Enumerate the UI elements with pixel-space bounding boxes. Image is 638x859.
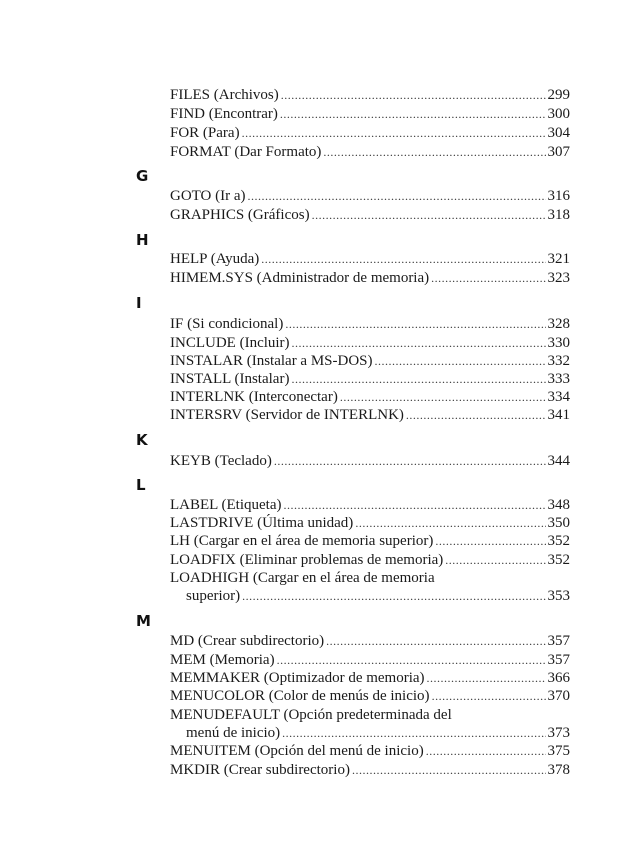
entry-page: 307: [547, 144, 570, 160]
dot-leader: [352, 761, 546, 779]
entry-page: 321: [547, 251, 570, 267]
dot-leader: [282, 724, 545, 742]
toc-entry: [170, 406, 570, 424]
toc-entry: [170, 388, 570, 406]
toc-entry: [170, 187, 570, 205]
entry-title: MENUCOLOR (Color de menús de inicio): [170, 688, 430, 704]
dot-leader: [323, 143, 545, 161]
dot-leader: [340, 388, 546, 406]
entry-page: 328: [547, 316, 570, 332]
entry-page: 373: [547, 725, 570, 741]
toc-entry: [170, 669, 570, 687]
toc-entry: [170, 315, 570, 333]
toc-entry: [170, 334, 570, 352]
entry-title: menú de inicio): [186, 725, 281, 741]
toc-entry: [170, 687, 570, 705]
entry-page: 366: [547, 670, 570, 686]
entry-page: 344: [547, 453, 570, 469]
section-letter-k: K: [136, 431, 148, 449]
entry-page: 357: [547, 633, 570, 649]
entry-title: LABEL (Etiqueta): [170, 497, 282, 513]
entry-page: 323: [547, 270, 570, 286]
entry-page: 316: [547, 188, 570, 204]
entry-title: FOR (Para): [170, 125, 240, 141]
toc-entry: [170, 370, 570, 388]
entry-title: FILES (Archivos): [170, 87, 279, 103]
toc-entry: [170, 761, 570, 779]
entry-page: 341: [547, 407, 570, 423]
entry-page: 352: [547, 552, 570, 568]
entry-page: 350: [547, 515, 570, 531]
dot-leader: [281, 86, 546, 104]
entry-title: KEYB (Teclado): [170, 453, 272, 469]
entry-title: LASTDRIVE (Última unidad): [170, 515, 354, 531]
toc-entry: [170, 105, 570, 123]
entry-title: INSTALL (Instalar): [170, 371, 290, 387]
toc-entry: [170, 143, 570, 161]
toc-entry: [170, 124, 570, 142]
dot-leader: [242, 587, 545, 605]
dot-leader: [427, 669, 546, 687]
dot-leader: [291, 370, 545, 388]
entry-page: 334: [547, 389, 570, 405]
toc-entry: [170, 742, 570, 760]
entry-page: 375: [547, 743, 570, 759]
entry-page: 300: [547, 106, 570, 122]
entry-page: 352: [547, 533, 570, 549]
dot-leader: [375, 352, 546, 370]
entry-title: MENUITEM (Opción del menú de inicio): [170, 743, 424, 759]
dot-leader: [432, 687, 546, 705]
dot-leader: [312, 206, 546, 224]
entry-title: FORMAT (Dar Formato): [170, 144, 322, 160]
dot-leader: [406, 406, 546, 424]
entry-page: 370: [547, 688, 570, 704]
entry-title: MEMMAKER (Optimizador de memoria): [170, 670, 425, 686]
dot-leader: [248, 187, 546, 205]
entry-page: 299: [547, 87, 570, 103]
dot-leader: [242, 124, 546, 142]
toc-entry: [170, 250, 570, 268]
dot-leader: [426, 742, 546, 760]
entry-title-line1: MENUDEFAULT (Opción predeterminada del: [170, 707, 452, 723]
entry-title: GOTO (Ir a): [170, 188, 246, 204]
toc-entry: [186, 724, 570, 742]
dot-leader: [435, 532, 545, 550]
toc-entry: [170, 551, 570, 569]
toc-entry: [186, 587, 570, 605]
toc-entry: [170, 651, 570, 669]
entry-page: 318: [547, 207, 570, 223]
entry-title: MD (Crear subdirectorio): [170, 633, 325, 649]
dot-leader: [326, 632, 545, 650]
dot-leader: [355, 514, 545, 532]
section-letter-m: M: [136, 612, 151, 630]
entry-page: 333: [547, 371, 570, 387]
entry-page: 330: [547, 335, 570, 351]
dot-leader: [292, 334, 546, 352]
toc-entry: [170, 632, 570, 650]
entry-title: HIMEM.SYS (Administrador de memoria): [170, 270, 430, 286]
entry-page: 353: [547, 588, 570, 604]
dot-leader: [431, 269, 545, 287]
entry-page: 304: [547, 125, 570, 141]
toc-entry: [170, 269, 570, 287]
entry-title: INTERSRV (Servidor de INTERLNK): [170, 407, 404, 423]
entry-title: LH (Cargar en el área de memoria superior): [170, 533, 434, 549]
toc-entry: [170, 352, 570, 370]
entry-title: GRAPHICS (Gráficos): [170, 207, 310, 223]
entry-title: superior): [186, 588, 241, 604]
toc-entry: [170, 452, 570, 470]
section-letter-h: H: [136, 231, 149, 249]
section-letter-g: G: [136, 167, 149, 185]
entry-title: INSTALAR (Instalar a MS-DOS): [170, 353, 373, 369]
entry-page: 332: [547, 353, 570, 369]
entry-page: 357: [547, 652, 570, 668]
entry-title: LOADFIX (Eliminar problemas de memoria): [170, 552, 444, 568]
entry-page: 348: [547, 497, 570, 513]
entry-title: IF (Si condicional): [170, 316, 284, 332]
entry-title: MKDIR (Crear subdirectorio): [170, 762, 350, 778]
toc-entry: [170, 532, 570, 550]
dot-leader: [261, 250, 545, 268]
entry-page: 378: [547, 762, 570, 778]
entry-title: MEM (Memoria): [170, 652, 275, 668]
dot-leader: [284, 496, 546, 514]
dot-leader: [285, 315, 545, 333]
toc-entry: [170, 496, 570, 514]
dot-leader: [445, 551, 545, 569]
dot-leader: [277, 651, 546, 669]
toc-entry: [170, 86, 570, 104]
entry-title: INCLUDE (Incluir): [170, 335, 290, 351]
dot-leader: [274, 452, 546, 470]
toc-entry: [170, 514, 570, 532]
entry-title: HELP (Ayuda): [170, 251, 260, 267]
entry-title: INTERLNK (Interconectar): [170, 389, 338, 405]
toc-entry: [170, 206, 570, 224]
section-letter-l: L: [136, 476, 146, 494]
entry-title-line1: LOADHIGH (Cargar en el área de memoria: [170, 570, 435, 586]
section-letter-i: I: [136, 294, 142, 312]
dot-leader: [280, 105, 546, 123]
entry-title: FIND (Encontrar): [170, 106, 278, 122]
